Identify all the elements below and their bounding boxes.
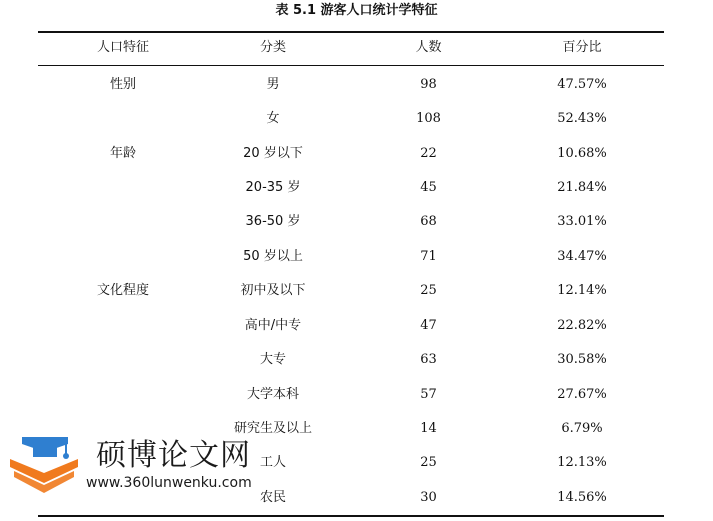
table-row: [38, 207, 664, 237]
header-count: 人数: [415, 40, 442, 55]
category-cell: 研究生及以上: [233, 421, 312, 436]
percent-cell: 12.14%: [557, 283, 607, 298]
count-cell: 45: [420, 180, 437, 195]
header-category: 分类: [259, 40, 286, 55]
category-cell: 高中/中专: [244, 318, 302, 333]
header-percent: 百分比: [562, 40, 602, 55]
percent-cell: 21.84%: [557, 180, 607, 195]
table-header-rule: [38, 65, 664, 66]
table-caption: 表 5.1 游客人口统计学特征: [275, 3, 438, 18]
percent-cell: 6.79%: [561, 421, 603, 436]
feature-cell: 性别: [109, 77, 136, 92]
table-row: [38, 345, 664, 375]
percent-cell: 47.57%: [557, 77, 607, 92]
count-cell: 30: [420, 490, 437, 505]
feature-cell: [38, 104, 208, 134]
percent-cell: 52.43%: [557, 111, 607, 126]
feature-cell: [38, 311, 208, 341]
category-cell: 初中及以下: [240, 283, 306, 298]
percent-cell: 12.13%: [557, 455, 607, 470]
category-cell: 农民: [259, 490, 286, 505]
header-feature: 人口特征: [96, 40, 149, 55]
feature-cell: [38, 207, 208, 237]
count-cell: 25: [420, 283, 437, 298]
category-cell: 大学本科: [246, 387, 299, 402]
feature-cell: [38, 345, 208, 375]
table-row: [38, 276, 664, 306]
category-cell: 36-50 岁: [245, 214, 301, 229]
category-cell: 工人: [259, 455, 286, 470]
count-cell: 63: [420, 352, 437, 367]
feature-cell: [38, 173, 208, 203]
table-row: [38, 139, 664, 169]
percent-cell: 10.68%: [557, 146, 607, 161]
percent-cell: 30.58%: [557, 352, 607, 367]
table-row: [38, 380, 664, 410]
table-row: [38, 242, 664, 272]
count-cell: 47: [420, 318, 437, 333]
category-cell: 女: [266, 111, 280, 126]
watermark-name: 硕博论文网: [96, 438, 251, 473]
category-cell: 大专: [259, 352, 286, 367]
table-header-row: [38, 33, 664, 63]
percent-cell: 27.67%: [557, 387, 607, 402]
category-cell: 20-35 岁: [245, 180, 301, 195]
count-cell: 68: [420, 214, 437, 229]
table-bottom-rule: [38, 515, 664, 517]
count-cell: 98: [420, 77, 437, 92]
count-cell: 25: [420, 455, 437, 470]
table-row: [38, 311, 664, 341]
percent-cell: 22.82%: [557, 318, 607, 333]
count-cell: 14: [420, 421, 437, 436]
graduation-cap-book-icon: [8, 427, 80, 499]
table-row: [38, 70, 664, 100]
count-cell: 57: [420, 387, 437, 402]
category-cell: 男: [266, 77, 280, 92]
watermark-url: www.360lunwenku.com: [86, 475, 252, 491]
feature-cell: [38, 242, 208, 272]
feature-cell: 文化程度: [96, 283, 149, 298]
table-row: [38, 104, 664, 134]
percent-cell: 33.01%: [557, 214, 607, 229]
feature-cell: [38, 380, 208, 410]
percent-cell: 34.47%: [557, 249, 607, 264]
watermark: [8, 427, 288, 499]
category-cell: 50 岁以上: [243, 249, 303, 264]
count-cell: 22: [420, 146, 437, 161]
category-cell: 20 岁以下: [243, 146, 303, 161]
percent-cell: 14.56%: [557, 490, 607, 505]
count-cell: 108: [416, 111, 441, 126]
table-row: [38, 173, 664, 203]
count-cell: 71: [420, 249, 437, 264]
feature-cell: 年龄: [109, 146, 136, 161]
